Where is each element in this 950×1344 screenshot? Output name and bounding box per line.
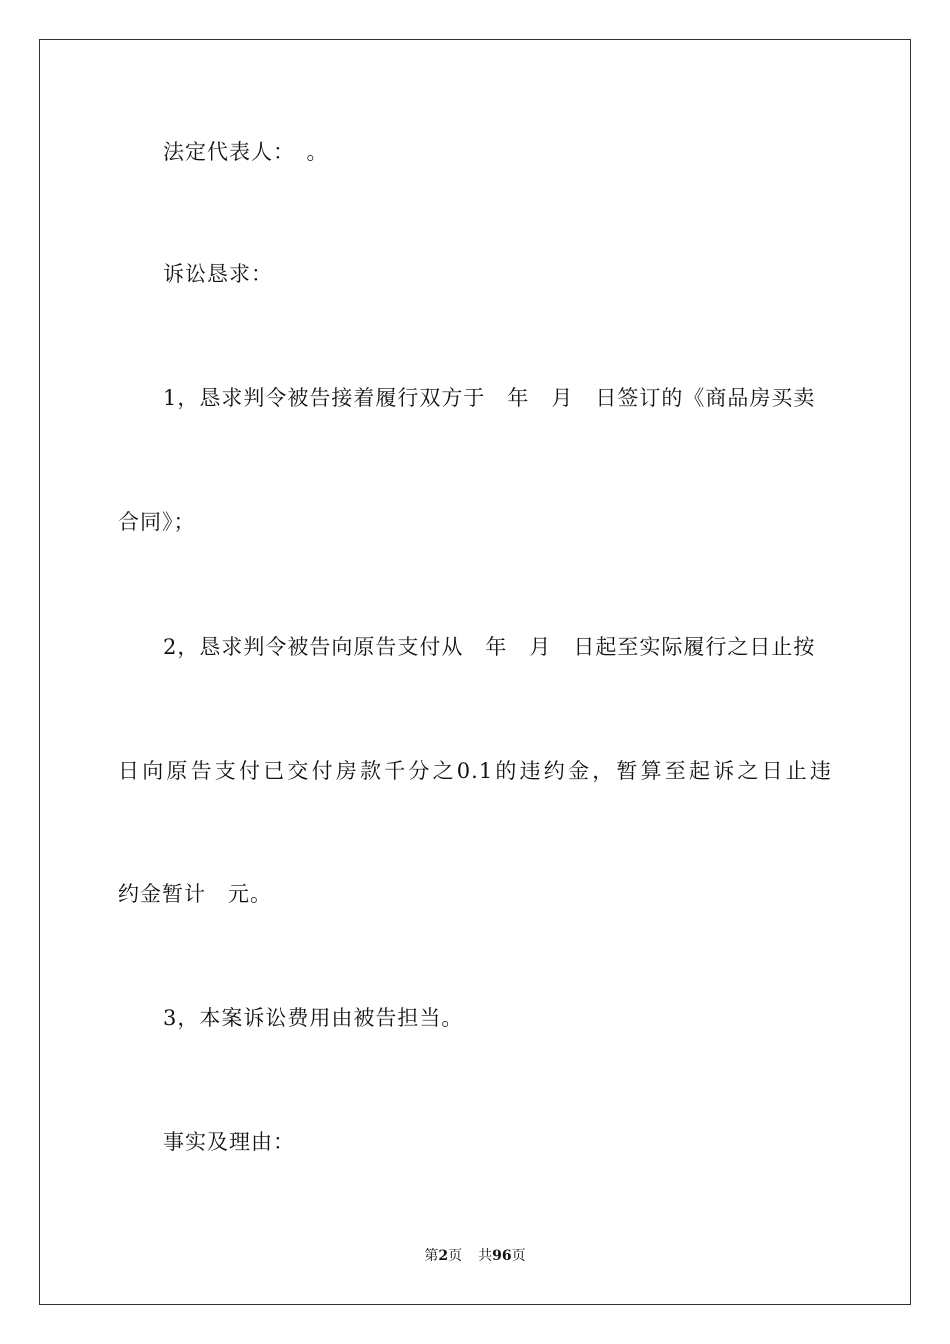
total-pages: 96 bbox=[492, 1248, 512, 1264]
paragraph-claim-2-line-3: 约金暂计 元。 bbox=[118, 882, 272, 906]
page-suffix: 页 bbox=[448, 1248, 463, 1264]
paragraph-legal-representative: 法定代表人： 。 bbox=[163, 140, 329, 164]
total-suffix: 页 bbox=[511, 1248, 526, 1264]
page-footer bbox=[0, 1246, 950, 1266]
paragraph-claim-2-line-1: 2，恳求判令被告向原告支付从 年 月 日起至实际履行之日止按 bbox=[163, 635, 816, 659]
total-prefix: 共 bbox=[478, 1248, 493, 1264]
paragraph-claim-1-line-2: 合同》； bbox=[118, 510, 196, 534]
page-border bbox=[39, 39, 911, 1305]
paragraph-claim-2-line-2: 日向原告支付已交付房款千分之0.1的违约金，暂算至起诉之日止违 bbox=[118, 759, 832, 783]
paragraph-facts-heading: 事实及理由： bbox=[163, 1130, 295, 1154]
paragraph-claims-heading: 诉讼恳求： bbox=[163, 262, 273, 286]
paragraph-claim-3: 3，本案诉讼费用由被告担当。 bbox=[163, 1006, 464, 1030]
page-prefix: 第 bbox=[424, 1248, 439, 1264]
page-number: 2 bbox=[438, 1248, 449, 1264]
paragraph-claim-1-line-1: 1，恳求判令被告接着履行双方于 年 月 日签订的《商品房买卖 bbox=[163, 386, 816, 410]
